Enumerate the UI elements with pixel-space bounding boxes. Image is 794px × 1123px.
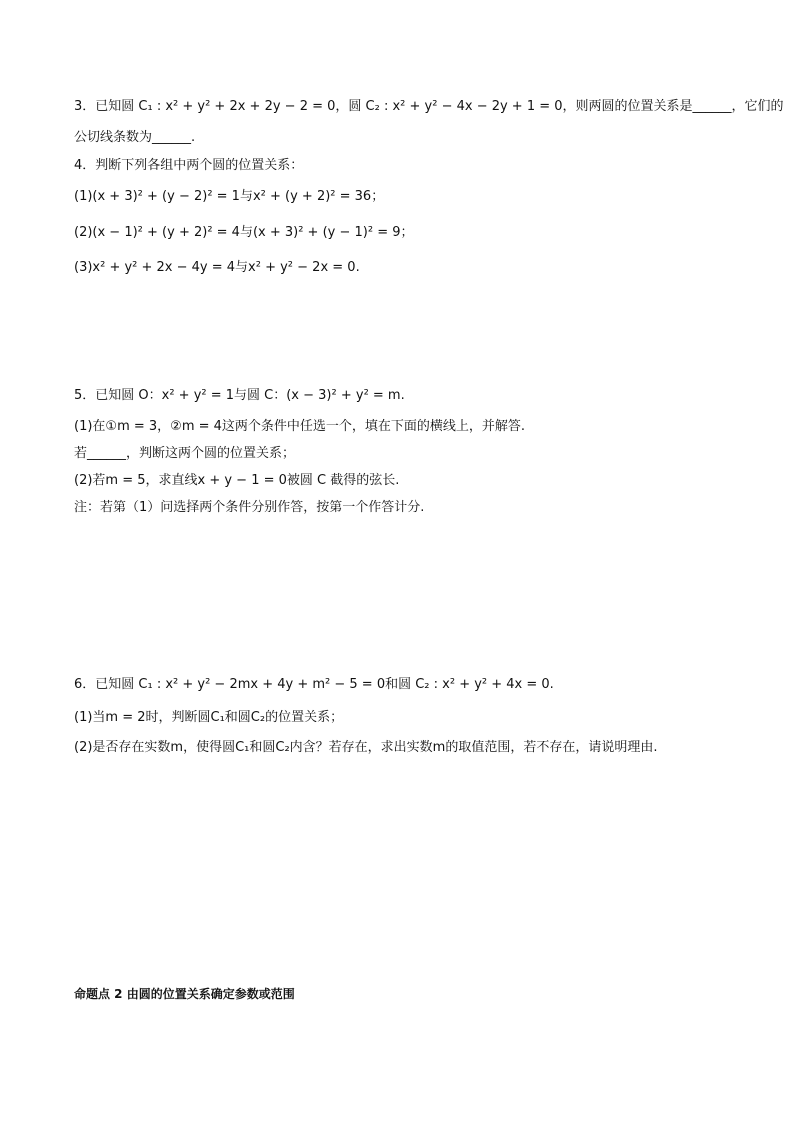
q5-part-1: (1)在①m = 3，②m = 4这两个条件中任选一个，填在下面的横线上，并解答. [74,419,526,434]
q5-note: 注：若第（1）问选择两个条件分别作答，按第一个作答计分. [74,500,425,515]
section-heading: 命题点 2 由圆的位置关系确定参数或范围 [74,987,295,1001]
q4-part-1: (1)(x + 3)² + (y − 2)² = 1与x² + (y + 2)² = 36； [74,189,385,204]
q6-part-2: (2)是否存在实数m，使得圆C₁和圆C₂内含？若存在，求出实数m的取值范围，若不存在，请说明理由. [74,740,658,755]
q5-title: 5．已知圆 O：x² + y² = 1与圆 C：(x − 3)² + y² = m. [74,388,405,403]
q6-part-1: (1)当m = 2时，判断圆C₁和圆C₂的位置关系； [74,710,344,725]
q6-title: 6．已知圆 C₁ : x² + y² − 2mx + 4y + m² − 5 = 0和圆 C₂ : x² + y² + 4x = 0. [74,677,554,692]
q4-title: 4．判断下列各组中两个圆的位置关系： [74,158,304,173]
q4-part-3: (3)x² + y² + 2x − 4y = 4与x² + y² − 2x = 0. [74,260,360,275]
q3-line-2: 公切线条数为______. [74,130,196,145]
q5-part-2: (2)若m = 5，求直线x + y − 1 = 0被圆 C 截得的弦长. [74,473,400,488]
q3-line-1: 3．已知圆 C₁ : x² + y² + 2x + 2y − 2 = 0，圆 C₂ : x² + y² − 4x − 2y + 1 = 0，则两圆的位置关系是______，它们的 [74,99,784,114]
q4-part-2: (2)(x − 1)² + (y + 2)² = 4与(x + 3)² + (y − 1)² = 9； [74,225,414,240]
q5-part-1-blank: 若______，判断这两个圆的位置关系； [74,446,296,461]
